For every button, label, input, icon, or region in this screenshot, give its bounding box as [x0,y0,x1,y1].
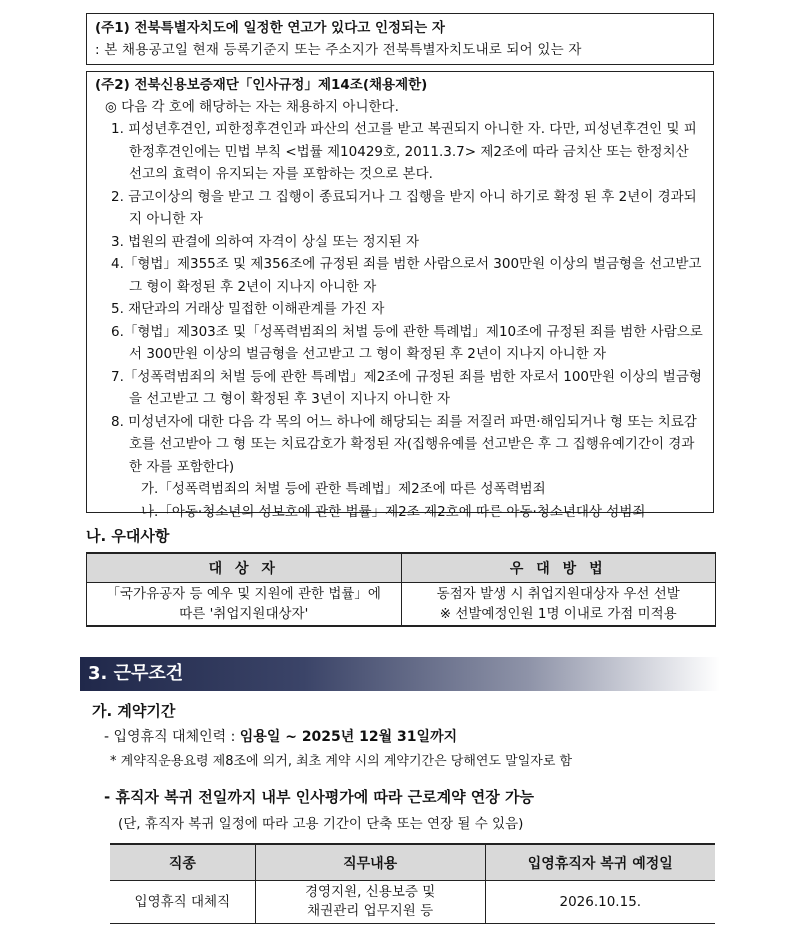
table-row [110,881,715,924]
table-row [87,583,716,627]
table-cell [255,881,485,924]
table-header: 대 상 자 [87,553,402,583]
contract-period-line [104,726,457,748]
list-item: 8. 미성년자에 대한 다음 각 목의 어느 하나에 해당되는 죄를 저질러 파면·해임되거나 형 또는 치료감호를 선고받아 그 형 또는 치료감호가 확정된 자(집행유예를 선고받은 후 그 집행유예기간이 경과한 자를 포함한다) [111,413,697,475]
preference-heading: 나. 우대사항 [86,527,170,545]
table-cell [401,583,716,627]
list-item: 4.「형법」제355조 및 제356조에 규정된 죄를 범한 사람으로서 300만원 이상의 벌금형을 선고받고 그 형이 확정된 후 2년이 지나지 아니한 자 [111,256,702,295]
note1-box [86,13,714,65]
list-item: 3. 법원의 판결에 의하여 자격이 상실 또는 정지된 자 [111,233,420,250]
note1-desc: : 본 채용공고일 현재 등록기준지 또는 주소지가 전북특별자치도내로 되어 있는 자 [95,42,582,58]
table-cell [87,583,402,627]
method-line: 동점자 발생 시 취업지원대상자 우선 선발 [436,586,680,602]
note2-intro: ◎ 다음 각 호에 해당하는 자는 채용하지 아니한다. [105,99,399,115]
contract-period-heading: 가. 계약기간 [92,702,176,720]
method-line: ※ 선발예정인원 1명 이내로 가점 미적용 [439,606,677,622]
table-cell: 2026.10.15. [485,881,715,924]
line-prefix: - 입영휴직 대체인력 : [104,729,240,745]
extension-line: - 휴직자 복귀 전일까지 내부 인사평가에 따라 근로계약 연장 가능 [104,788,534,806]
preference-table [86,552,716,627]
table-header: 직무내용 [255,844,485,881]
note2-box [86,71,714,520]
list-item: 5. 재단과의 거래상 밀접한 이해관계를 가진 자 [111,301,385,317]
section-title-bar [80,657,720,691]
extension-note: (단, 휴직자 복귀 일정에 따라 고용 기간이 단축 또는 연장 될 수 있음) [118,816,524,832]
duty-line: 경영지원, 신용보증 및 [305,884,436,900]
target-line: 「국가유공자 등 예우 및 지원에 관한 법률」에 [106,586,381,602]
contract-note: * 계약직운용요령 제8조에 의거, 최초 계약 시의 계약기간은 당해연도 말일자로 함 [110,754,573,769]
duty-line: 채권관리 업무지원 등 [307,903,434,919]
sub-item: 나.「아동·청소년의 성보호에 관한 법률」제2조 제2호에 따른 아동·청소년대상 성범죄 [141,503,646,520]
note2-title: (주2) 전북신용보증재단「인사규정」제14조(채용제한) [95,77,428,93]
list-item: 2. 금고이상의 형을 받고 그 집행이 종료되거나 그 집행을 받지 아니 하기로 확정 된 후 2년이 경과되지 아니한 자 [111,188,697,227]
section-title: 3. 근무조건 [88,663,184,684]
table-cell: 입영휴직 대체직 [110,881,255,924]
table-header: 입영휴직자 복귀 예정일 [485,844,715,881]
list-item: 1. 피성년후견인, 피한정후견인과 파산의 선고를 받고 복권되지 아니한 자. 다만, 피성년후견인 및 피한정후견인에는 민법 부칙 <법률 제10429호, 2011.3.7> 제2조에 따라 금치산 또는 한정치산 선고의 효력이 유지되는 자를 포함하는 것으로 본다. [111,121,697,182]
table-header: 직종 [110,844,255,881]
work-table [110,843,715,924]
list-item: 7.「성폭력범죄의 처벌 등에 관한 특례법」제2조에 규정된 죄를 범한 자로서 100만원 이상의 벌금형을 선고받고 그 형이 확정된 후 3년이 지나지 아니한 자 [111,368,702,407]
table-header: 우 대 방 법 [401,553,716,583]
target-line: 따른 '취업지원대상자' [179,606,309,622]
sub-item: 가.「성폭력범죄의 처벌 등에 관한 특례법」제2조에 따른 성폭력범죄 [141,481,546,497]
note1-title: (주1) 전북특별자치도에 일정한 연고가 있다고 인정되는 자 [95,20,445,36]
list-item: 6.「형법」제303조 및「성폭력범죄의 처벌 등에 관한 특례법」제10조에 규정된 죄를 범한 사람으로서 300만원 이상의 벌금형을 선고받고 그 형이 확정된 후 2년이 지나지 아니한 자 [111,323,703,362]
line-bold: 임용일 ~ 2025년 12월 31일까지 [239,729,458,745]
